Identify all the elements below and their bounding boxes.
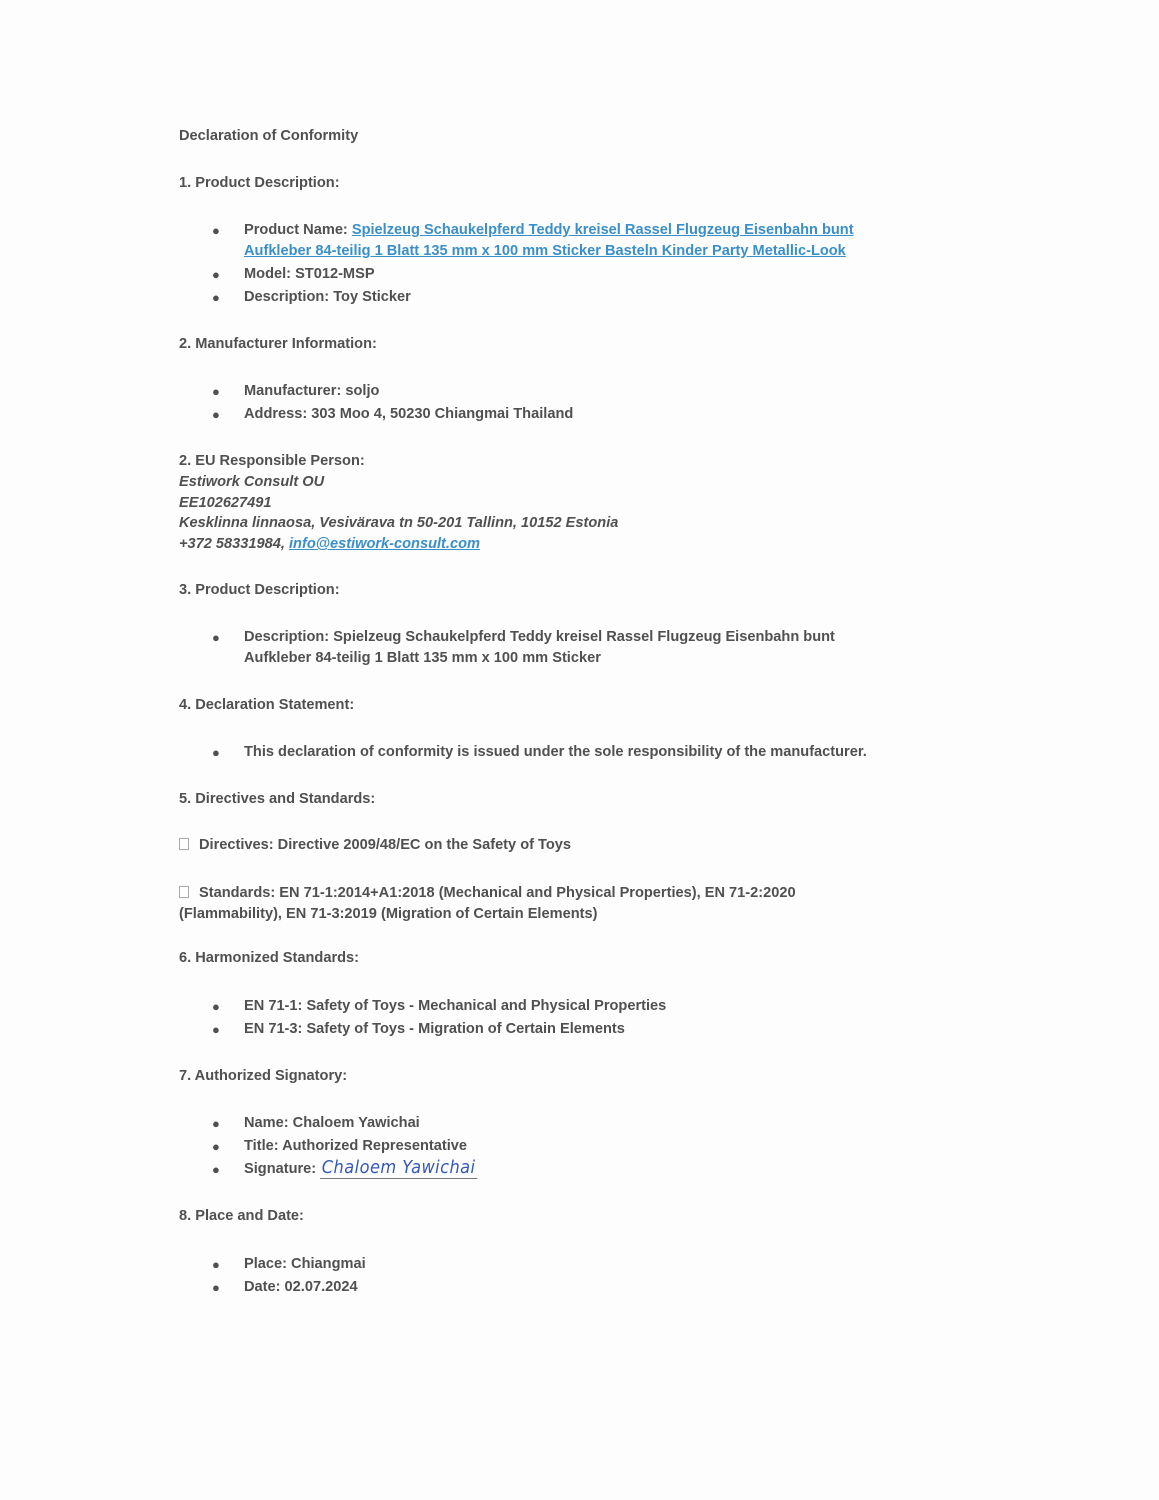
eu-address: Kesklinna linnaosa, Vesivärava tn 50-201 Tallinn, 10152 Estonia (179, 515, 619, 531)
address-item: Address: 303 Moo 4, 50230 Chiangmai Thailand (244, 406, 574, 422)
model-item: Model: ST012-MSP (244, 266, 375, 282)
date-item: Date: 02.07.2024 (244, 1279, 358, 1295)
eu-contact: +372 58331984, info@estiwork-consult.com (179, 536, 480, 552)
bullet-icon: ● (212, 407, 220, 422)
section-3-heading: 3. Product Description: (179, 582, 340, 598)
bullet-icon: ● (212, 1162, 220, 1177)
checkbox-glyph-icon (179, 838, 189, 850)
bullet-icon: ● (212, 267, 220, 282)
section-8-heading: 8. Place and Date: (179, 1208, 304, 1224)
bullet-icon: ● (212, 1116, 220, 1131)
place-item: Place: Chiangmai (244, 1256, 366, 1272)
signatory-title: Title: Authorized Representative (244, 1138, 468, 1154)
section-6-heading: 6. Harmonized Standards: (179, 950, 360, 966)
document-title: Declaration of Conformity (179, 128, 359, 144)
bullet-icon: ● (212, 1139, 220, 1154)
section-1-heading: 1. Product Description: (179, 175, 340, 191)
bullet-icon: ● (212, 223, 220, 238)
product-name-item: Product Name: Spielzeug Schaukelpferd Teddy kreisel Rassel Flugzeug Eisenbahn bunt Aufkleber 84-teilig 1 Blatt 135 mm x 100 mm Sticker Basteln Kinder Party Metallic-Look (244, 222, 854, 259)
section-2-heading: 2. Manufacturer Information: (179, 336, 377, 352)
signature-item: Signature: Chaloem Yawichai (244, 1157, 476, 1178)
handwritten-signature: Chaloem Yawichai (322, 1157, 476, 1178)
harmonized-standard-item: EN 71-1: Safety of Toys - Mechanical and Physical Properties (244, 998, 667, 1014)
product-description-item: Description: Spielzeug Schaukelpferd Teddy kreisel Rassel Flugzeug Eisenbahn bunt Aufkleber 84-teilig 1 Blatt 135 mm x 100 mm Sticker (244, 629, 835, 666)
bullet-icon: ● (212, 1257, 220, 1272)
product-name-link[interactable]: Spielzeug Schaukelpferd Teddy kreisel Rassel Flugzeug Eisenbahn bunt (351, 222, 854, 238)
signatory-name: Name: Chaloem Yawichai (244, 1115, 420, 1131)
section-5-heading: 5. Directives and Standards: (179, 791, 376, 807)
section-4-heading: 4. Declaration Statement: (179, 697, 355, 713)
eu-company: Estiwork Consult OU (179, 474, 325, 490)
checkbox-glyph-icon (179, 886, 189, 898)
bullet-icon: ● (212, 1022, 220, 1037)
manufacturer-item: Manufacturer: soljo (244, 383, 380, 399)
bullet-icon: ● (212, 384, 220, 399)
eu-person-heading: 2. EU Responsible Person: (179, 453, 365, 469)
product-name-link-cont[interactable]: Aufkleber 84-teilig 1 Blatt 135 mm x 100 mm Sticker Basteln Kinder Party Metallic-Look (244, 243, 846, 259)
bullet-icon: ● (212, 745, 220, 760)
email-link[interactable]: info@estiwork-consult.com (288, 536, 480, 552)
bullet-icon: ● (212, 999, 220, 1014)
eu-reg-no: EE102627491 (179, 495, 272, 511)
directives-item: Directives: Directive 2009/48/EC on the Safety of Toys (179, 837, 571, 853)
section-7-heading: 7. Authorized Signatory: (179, 1068, 348, 1084)
bullet-icon: ● (212, 630, 220, 645)
bullet-icon: ● (212, 1280, 220, 1295)
description-item: Description: Toy Sticker (244, 289, 411, 305)
bullet-icon: ● (212, 290, 220, 305)
standards-item: Standards: EN 71-1:2014+A1:2018 (Mechanical and Physical Properties), EN 71-2:2020 (Flammability), EN 71-3:2019 (Migration of Certain Elements) (179, 885, 796, 922)
declaration-statement: This declaration of conformity is issued under the sole responsibility of the manufacturer. (244, 744, 867, 760)
harmonized-standard-item: EN 71-3: Safety of Toys - Migration of Certain Elements (244, 1021, 625, 1037)
